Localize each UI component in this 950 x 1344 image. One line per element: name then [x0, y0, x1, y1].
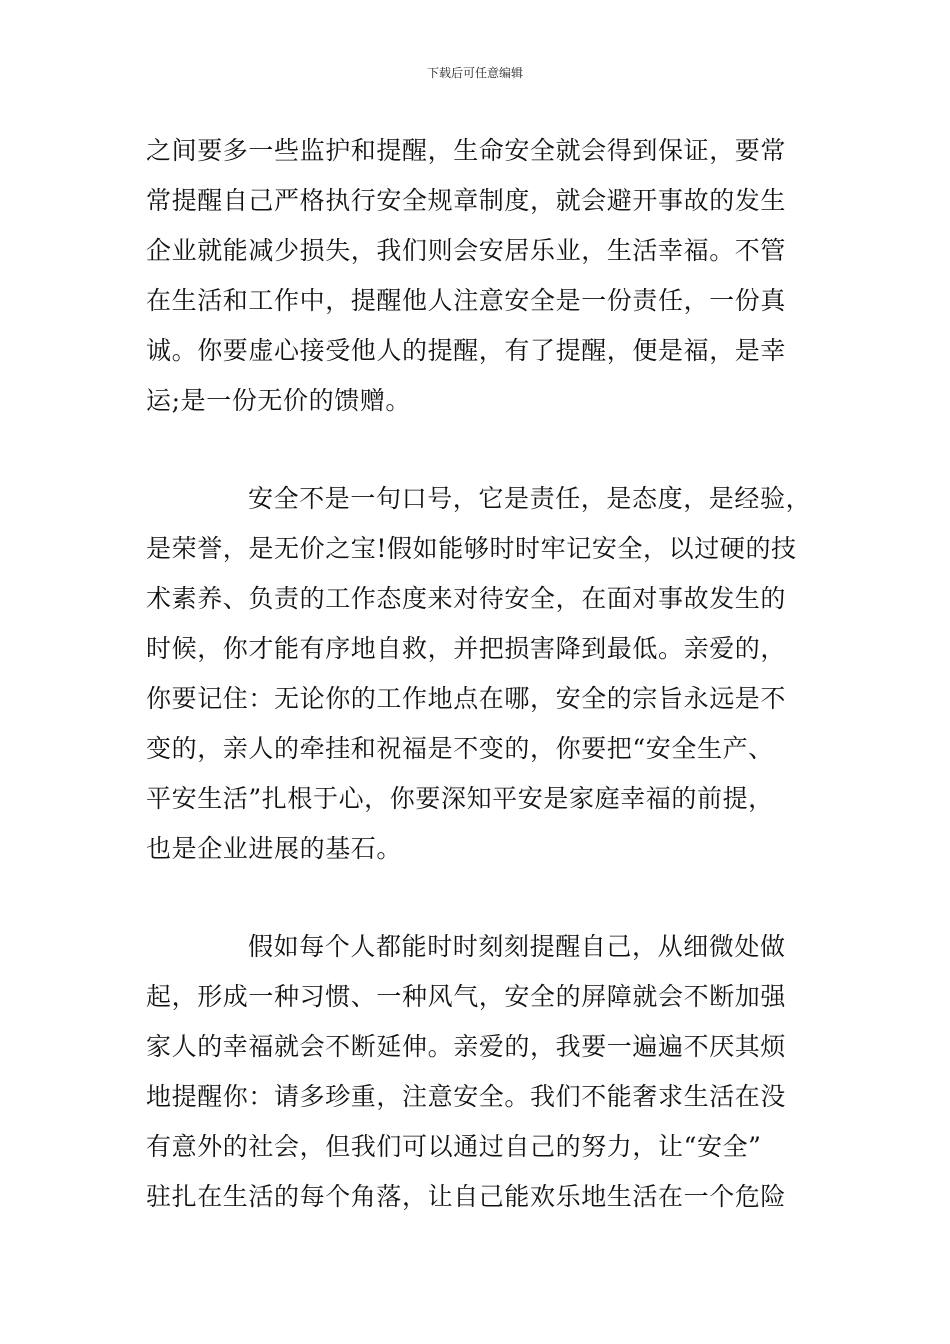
text-line-indented: 安全不是一句口号，它是责任，是态度，是经验，: [248, 484, 812, 513]
text-line: 诚。你要虚心接受他人的提醒，有了提醒，便是福，是幸: [146, 336, 787, 365]
text-line: 平安生活”扎根于心，你要深知平安是家庭幸福的前提，: [146, 784, 774, 813]
text-line: 常提醒自己严格执行安全规章制度，就会避开事故的发生: [146, 186, 787, 215]
text-line: 你要记住：无论你的工作地点在哪，安全的宗旨永远是不: [146, 684, 787, 713]
page-header: 下载后可任意编辑: [426, 66, 523, 80]
text-line: 地提醒你：请多珍重，注意安全。我们不能奢求生活在没: [146, 1082, 787, 1111]
text-line: 是荣誉，是无价之宝!假如能够时时牢记安全，以过硬的技: [146, 534, 797, 563]
text-line: 时候，你才能有序地自救，并把损害降到最低。亲爱的，: [146, 634, 787, 663]
text-line: 变的，亲人的牵挂和祝福是不变的，你要把“安全生产、: [146, 734, 774, 763]
text-line: 驻扎在生活的每个角落，让自己能欢乐地生活在一个危险: [146, 1182, 787, 1211]
text-line: 家人的幸福就会不断延伸。亲爱的，我要一遍遍不厌其烦: [146, 1032, 787, 1061]
text-line: 运;是一份无价的馈赠。: [146, 386, 412, 415]
text-line: 在生活和工作中，提醒他人注意安全是一份责任，一份真: [146, 286, 787, 315]
text-line: 有意外的社会，但我们可以通过自己的努力，让“安全”: [146, 1132, 762, 1161]
text-line: 企业就能减少损失，我们则会安居乐业，生活幸福。不管: [146, 236, 787, 265]
text-line: 术素养、负责的工作态度来对待安全，在面对事故发生的: [146, 584, 787, 613]
text-line-indented: 假如每个人都能时时刻刻提醒自己，从细微处做: [248, 932, 786, 961]
text-line: 起，形成一种习惯、一种风气，安全的屏障就会不断加强: [146, 982, 787, 1011]
paragraph-1: [146, 126, 846, 426]
paragraph-3: [146, 922, 846, 1222]
text-line: 之间要多一些监护和提醒，生命安全就会得到保证，要常: [146, 136, 787, 165]
paragraph-2: [146, 474, 846, 874]
text-line: 也是企业进展的基石。: [146, 834, 403, 863]
